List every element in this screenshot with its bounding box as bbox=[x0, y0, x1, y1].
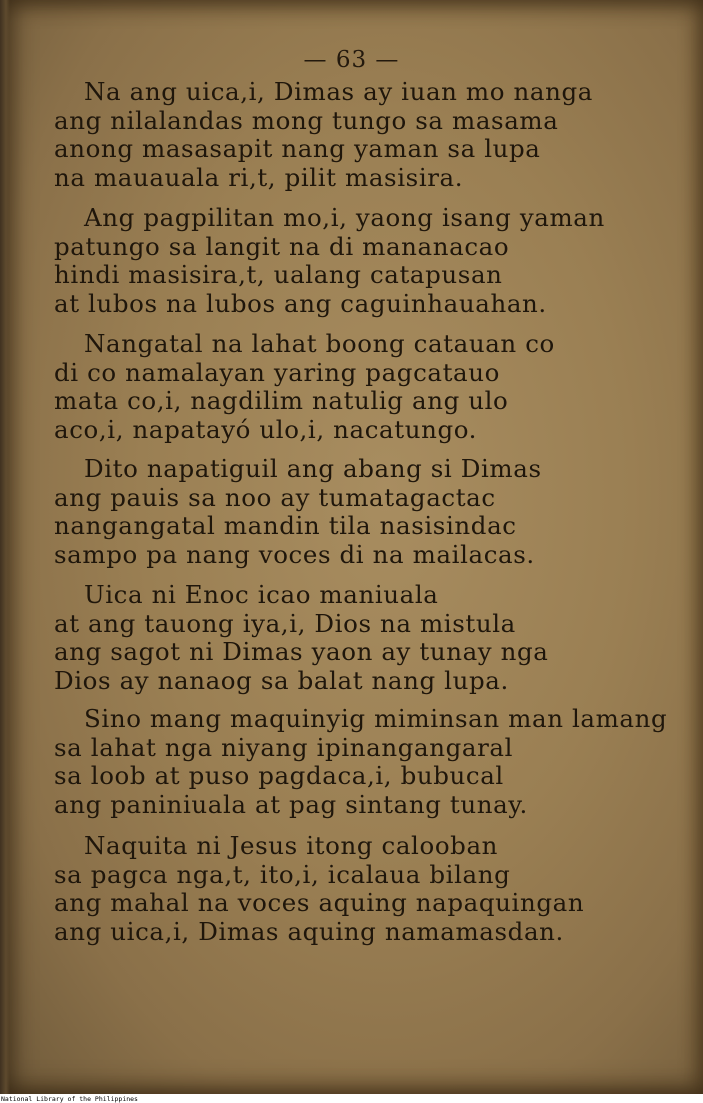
library-credit: National Library of the Philippines bbox=[1, 1095, 138, 1103]
verse-line: sa loob at puso pagdaca,i, bubucal bbox=[54, 761, 504, 790]
verse-line: at ang tauong iya,i, Dios na mistula bbox=[54, 608, 516, 638]
verse-line: ang paniniuala at pag sintang tunay. bbox=[54, 789, 528, 819]
verse-line: anong masasapit nang yaman sa lupa bbox=[54, 134, 541, 163]
verse-6 bbox=[0, 705, 703, 819]
verse-line: Dito napatiguil ang abang si Dimas bbox=[84, 454, 542, 483]
verse-line: ang uica,i, Dimas aquing namamasdan. bbox=[54, 916, 564, 946]
page-number: — 63 — bbox=[303, 47, 400, 73]
verse-line: Sino mang maquinyig miminsan man lamang bbox=[84, 704, 668, 733]
verse-line: sa lahat nga niyang ipinangangaral bbox=[54, 732, 514, 762]
verse-line: Dios ay nanaog sa balat nang lupa. bbox=[54, 665, 509, 695]
verse-5 bbox=[0, 581, 703, 695]
verse-line: na mauauala ri,t, pilit masisira. bbox=[54, 162, 464, 192]
verse-line: ang pauis sa noo ay tumatagactac bbox=[54, 482, 496, 512]
verse-3 bbox=[0, 330, 703, 444]
verse-line: Uica ni Enoc icao maniuala bbox=[84, 580, 439, 609]
verse-line: sampo pa nang voces di na mailacas. bbox=[54, 539, 535, 569]
verse-2 bbox=[0, 204, 703, 318]
verse-line: ang nilalandas mong tungo sa masama bbox=[54, 105, 559, 135]
verse-line: hindi masisira,t, ualang catapusan bbox=[54, 260, 503, 289]
verse-line: Naquita ni Jesus itong calooban bbox=[84, 831, 499, 860]
verse-line: Na ang uica,i, Dimas ay iuan mo nanga bbox=[84, 77, 593, 106]
verse-4 bbox=[0, 455, 703, 569]
verse-line: at lubos na lubos ang caguinhauahan. bbox=[54, 288, 547, 318]
verse-line: sa pagca nga,t, ito,i, icalaua bilang bbox=[54, 859, 511, 889]
verse-line: ang sagot ni Dimas yaon ay tunay nga bbox=[54, 637, 549, 666]
verse-line: mata co,i, nagdilim natulig ang ulo bbox=[54, 386, 509, 415]
verse-line: Nangatal na lahat boong catauan co bbox=[84, 329, 555, 358]
verse-7 bbox=[0, 832, 703, 946]
verse-line: ang mahal na voces aquing napaquingan bbox=[54, 888, 585, 917]
verse-line: patungo sa langit na di mananacao bbox=[54, 231, 510, 261]
verse-line: nangangatal mandin tila nasisindac bbox=[54, 511, 517, 540]
verse-line: aco,i, napatayó ulo,i, nacatungo. bbox=[54, 414, 478, 444]
verse-line: di co namalayan yaring pagcatauo bbox=[54, 357, 500, 387]
verse-1 bbox=[0, 78, 703, 192]
verse-line: Ang pagpilitan mo,i, yaong isang yaman bbox=[84, 203, 605, 232]
